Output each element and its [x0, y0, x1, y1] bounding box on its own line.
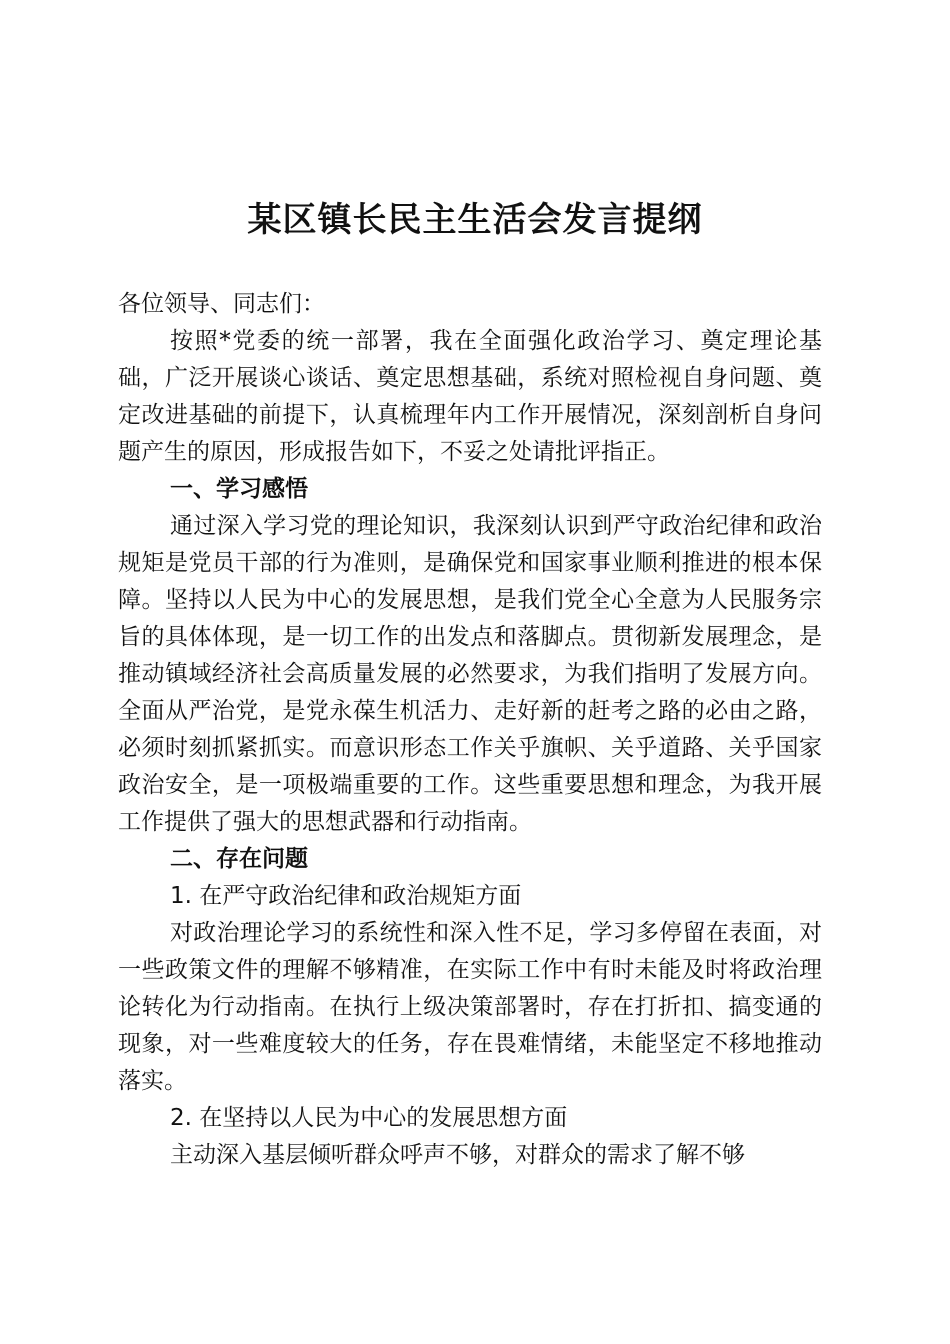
intro-paragraph: 按照*党委的统一部署，我在全面强化政治学习、奠定理论基础，广泛开展谈心谈话、奠定思想基础，系统对照检视自身问题、奠定改进基础的前提下，认真梳理年内工作开展情况，深刻剖析自身问题产生的原因，形成报告如下，不妥之处请批评指正。 [118, 328, 822, 465]
section-heading-study: 一、学习感悟 [170, 476, 308, 502]
subsection-heading-discipline: 1. 在严守政治纪律和政治规矩方面 [170, 883, 522, 909]
salutation: 各位领导、同志们： [118, 291, 325, 317]
subsection-heading-people: 2. 在坚持以人民为中心的发展思想方面 [170, 1105, 568, 1131]
section-heading-problems: 二、存在问题 [170, 846, 308, 872]
document-body [118, 286, 822, 1174]
document-title: 某区镇长民主生活会发言提纲 [247, 200, 703, 240]
discipline-paragraph: 对政治理论学习的系统性和深入性不足，学习多停留在表面，对一些政策文件的理解不够精准，在实际工作中有时未能及时将政治理论转化为行动指南。在执行上级决策部署时，存在打折扣、搞变通的现象，对一些难度较大的任务，存在畏难情绪，未能坚定不移地推动落实。 [118, 920, 822, 1094]
study-paragraph: 通过深入学习党的理论知识，我深刻认识到严守政治纪律和政治规矩是党员干部的行为准则，是确保党和国家事业顺利推进的根本保障。坚持以人民为中心的发展思想，是我们党全心全意为人民服务宗旨的具体体现，是一切工作的出发点和落脚点。贯彻新发展理念，是推动镇域经济社会高质量发展的必然要求，为我们指明了发展方向。全面从严治党，是党永葆生机活力、走好新的赶考之路的必由之路，必须时刻抓紧抓实。而意识形态工作关乎旗帜、关乎道路、关乎国家政治安全，是一项极端重要的工作。这些重要思想和理念，为我开展工作提供了强大的思想武器和行动指南。 [118, 513, 822, 835]
people-paragraph: 主动深入基层倾听群众呼声不够，对群众的需求了解不够 [170, 1142, 745, 1168]
